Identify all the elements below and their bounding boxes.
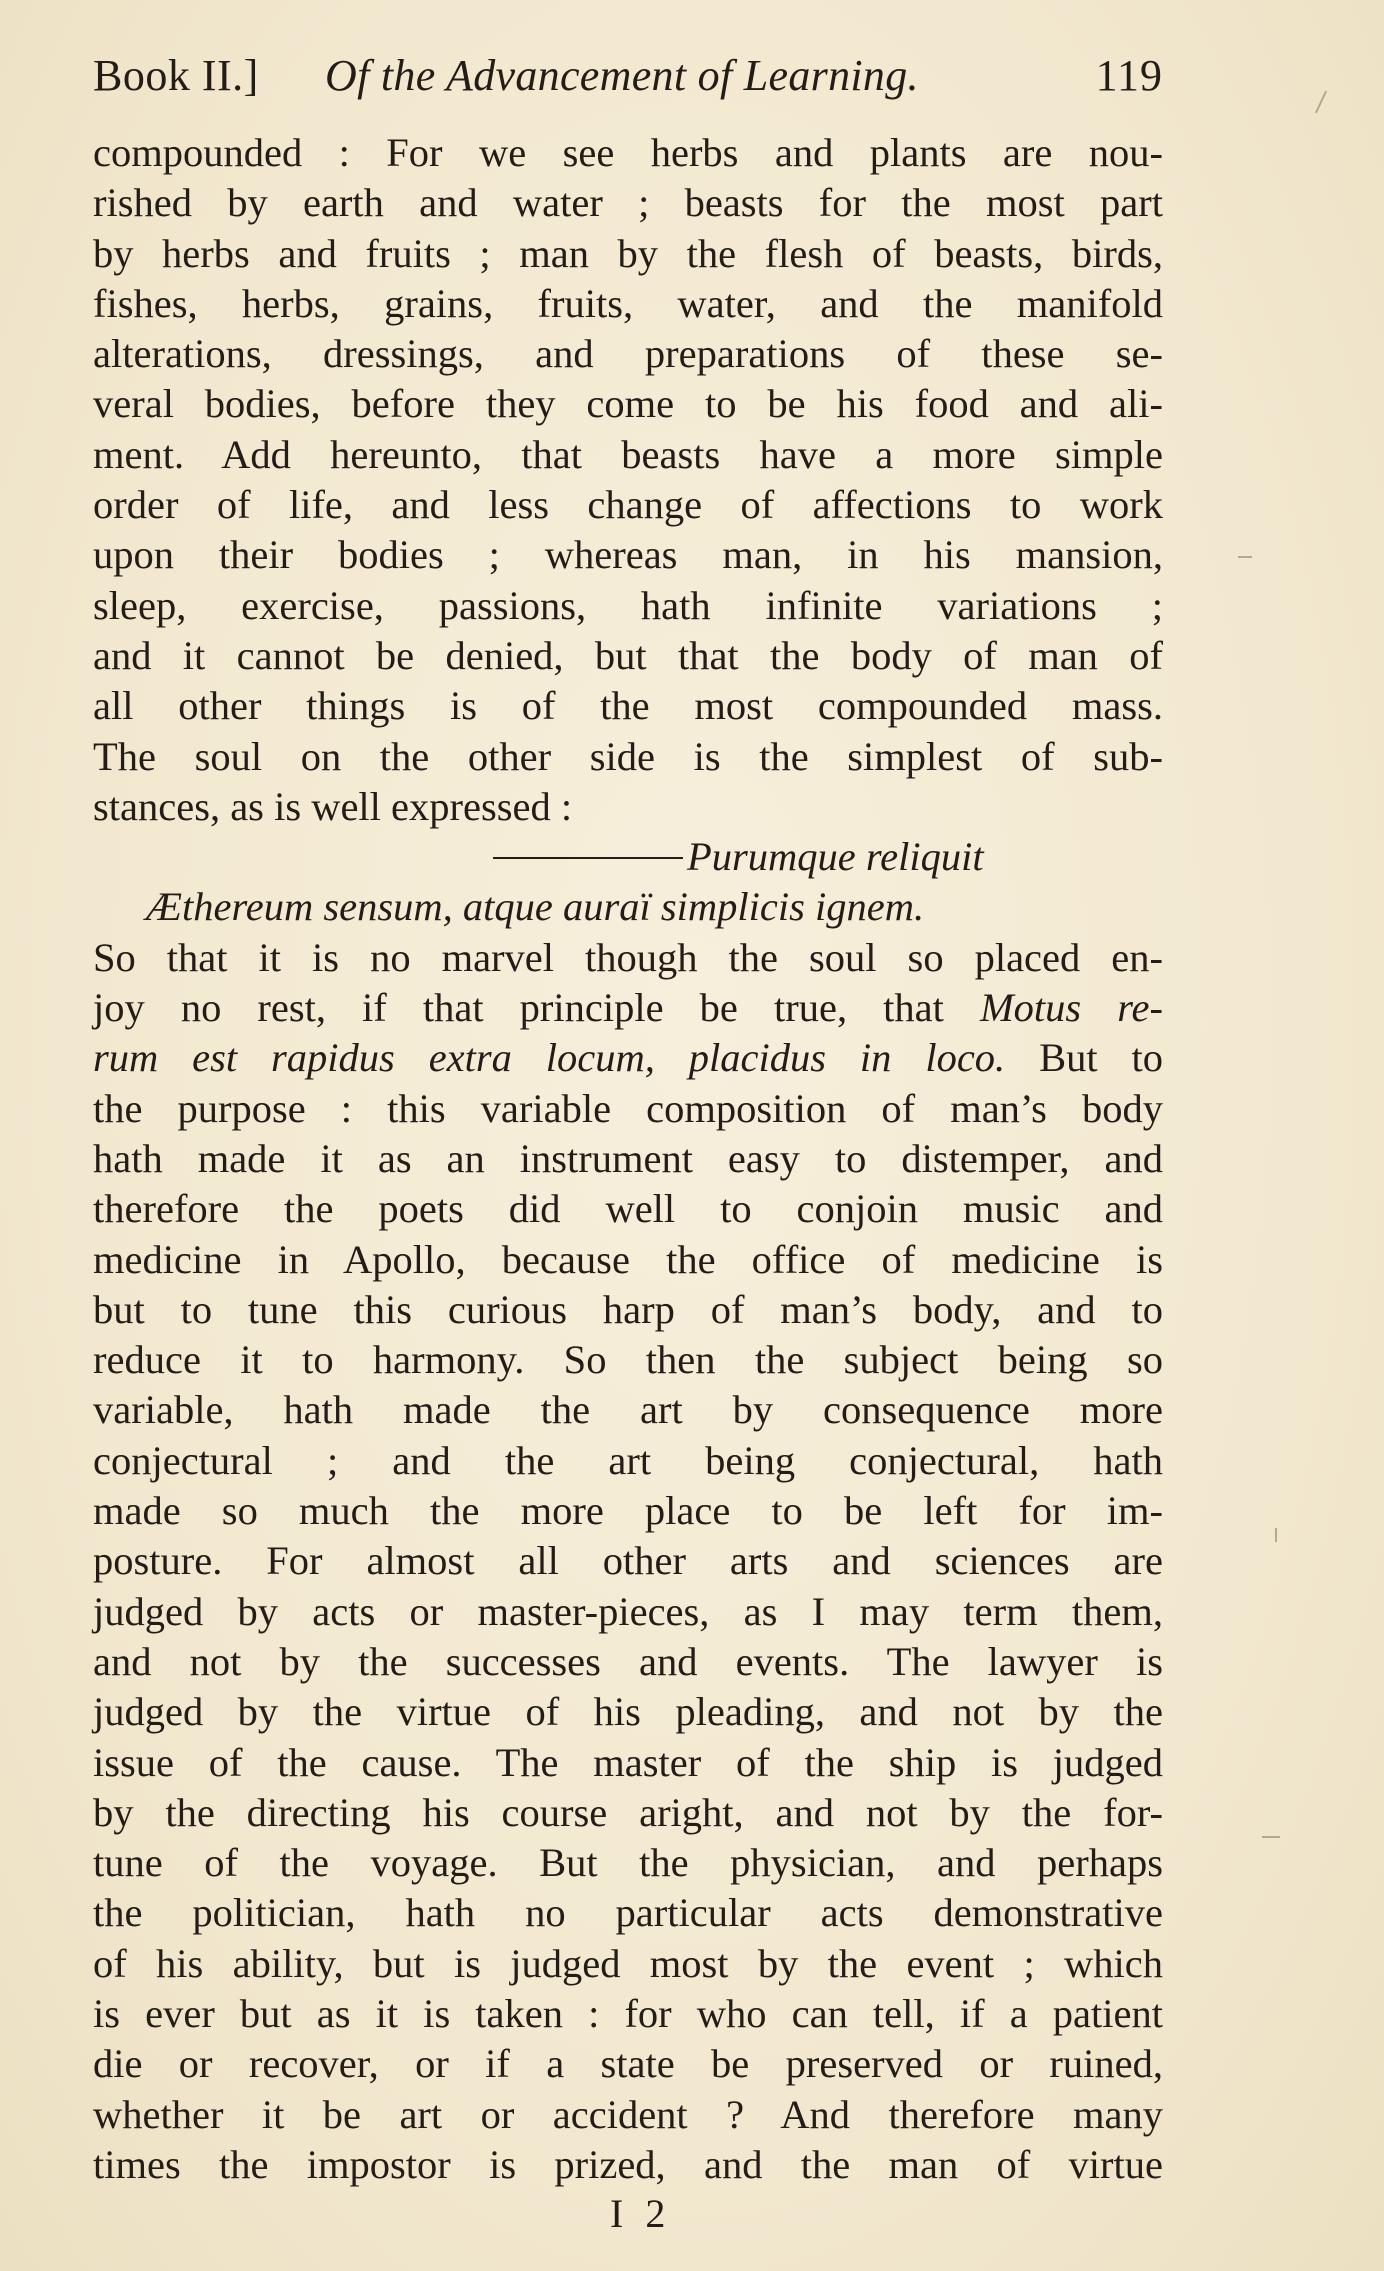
page-number: 119 [1095,51,1163,100]
paper-speck [1238,556,1252,558]
verse-quote-line-1 [93,832,1163,882]
text-line: judged by acts or master-pieces, as I may term them, [93,1588,1163,1634]
text-line: the purpose : this variable composition of man’s body [93,1085,1163,1131]
text-line: ment. Add hereunto, that beasts have a more simple [93,431,1163,477]
text-line: times the impostor is prized, and the man of virtue [93,2141,1163,2187]
text-line: stances, as is well expressed : [93,783,573,829]
text-line: medicine in Apollo, because the office of medicine is [93,1236,1163,1282]
paper-speck [1275,1528,1277,1542]
text-line: by the directing his course aright, and not by the for- [93,1789,1163,1835]
text-line: posture. For almost all other arts and sciences are [93,1538,1163,1584]
text-line: of his ability, but is judged most by the event ; which [93,1940,1163,1986]
paper-speck [1262,1836,1280,1838]
text-line: and not by the successes and events. The lawyer is [93,1638,1163,1684]
text-line: made so much the more place to be left for im- [93,1488,1163,1534]
quote-text: Purumque reliquit [687,834,984,880]
text-segment: joy no rest, if that principle be true, that [93,985,980,1031]
text-line: all other things is of the most compounded mass. [93,683,1163,729]
text-line: alterations, dressings, and preparations of these se- [93,331,1163,377]
signature-mark: I 2 [610,2191,672,2236]
text-line: judged by the virtue of his pleading, and not by the [93,1689,1163,1735]
text-line: by herbs and fruits ; man by the flesh of beasts, birds, [93,230,1163,276]
text-line: veral bodies, before they come to be his food and ali- [93,381,1163,427]
text-line: The soul on the other side is the simplest of sub- [93,733,1163,779]
text-line: is ever but as it is taken : for who can tell, if a patient [93,1990,1163,2036]
text-line: whether it be art or accident ? And therefore many [93,2091,1163,2137]
quote-text: Æthereum sensum, atque auraï simplicis ignem. [146,884,925,930]
text-line: So that it is no marvel though the soul so placed en- [93,934,1163,980]
text-line: die or recover, or if a state be preserved or ruined, [93,2041,1163,2087]
paper-speck [1315,91,1327,114]
text-line: conjectural ; and the art being conjectural, hath [93,1437,1163,1483]
text-line: variable, hath made the art by consequence more [93,1387,1163,1433]
body-text [93,128,1163,2190]
text-line: reduce it to harmony. So then the subject being so [93,1337,1163,1383]
text-line: compounded : For we see herbs and plants are nou- [93,130,1163,175]
text-line: issue of the cause. The master of the ship is judged [93,1739,1163,1785]
text-line: tune of the voyage. But the physician, and perhaps [93,1840,1163,1886]
text-line: and it cannot be denied, but that the body of man of [93,632,1163,678]
text-line [93,1033,1163,1083]
text-line: upon their bodies ; whereas man, in his mansion, [93,532,1163,578]
text-line: rished by earth and water ; beasts for the most part [93,180,1163,226]
text-line: order of life, and less change of affections to work [93,482,1163,528]
quote-dash [493,857,683,859]
text-line: but to tune this curious harp of man’s body, and to [93,1286,1163,1332]
text-segment: But to [1005,1035,1163,1081]
text-line [93,983,1163,1033]
verse-quote-line-2 [93,882,1163,932]
running-header [93,42,1163,112]
running-title: Of the Advancement of Learning. [325,51,919,100]
text-line: hath made it as an instrument easy to distemper, and [93,1135,1163,1181]
latin-phrase: Motus re- [979,985,1163,1031]
book-label: Book II.] [93,51,259,100]
text-line: fishes, herbs, grains, fruits, water, and the manifold [93,280,1163,326]
text-line: sleep, exercise, passions, hath infinite variations ; [93,582,1163,628]
latin-phrase: rum est rapidus extra locum, placidus in loco. [93,1035,1006,1081]
text-line: therefore the poets did well to conjoin music and [93,1186,1163,1232]
text-line: the politician, hath no particular acts demonstrative [93,1890,1163,1936]
